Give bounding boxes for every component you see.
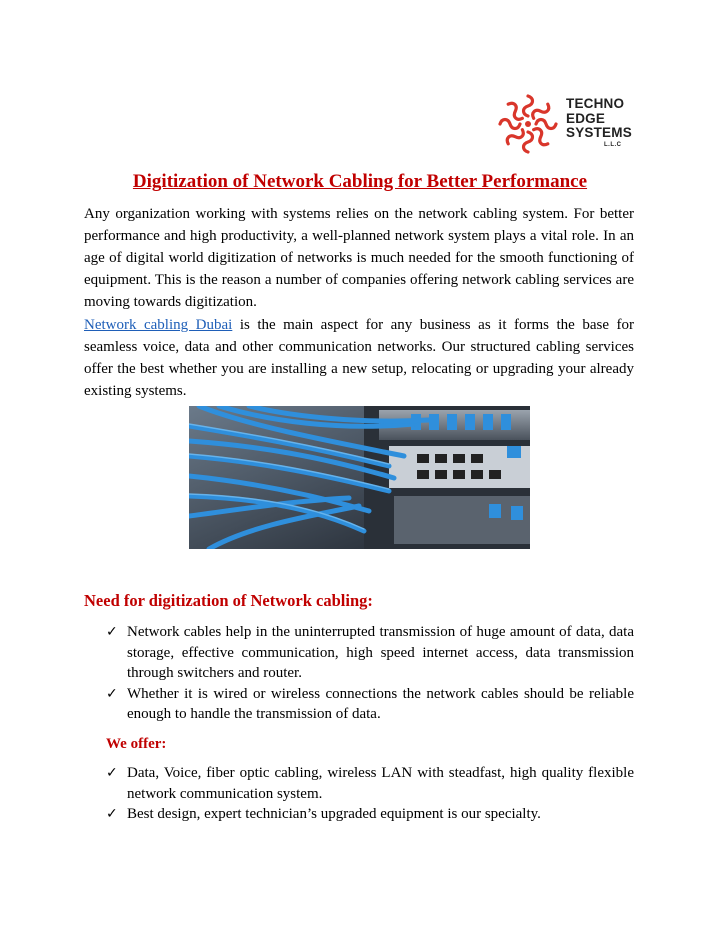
list-item: ✓ Data, Voice, fiber optic cabling, wireless LAN with steadfast, high quality flexible network communication system.: [106, 765, 634, 802]
service-paragraph-text: is the main aspect for any business as it forms the base for seamless voice, data and other communication networks. Our structured cabling services offer the best whether you are installing a new setup, relocating or upgrading your already existing systems.: [84, 317, 634, 400]
section-heading: Need for digitization of Network cabling:: [84, 591, 373, 610]
check-icon: ✓: [106, 685, 118, 702]
logo-line-2: EDGE: [566, 110, 606, 126]
logo-line-1: TECHNO: [566, 96, 625, 111]
logo-suffix: L.L.C: [604, 142, 622, 148]
check-icon: ✓: [106, 765, 118, 781]
check-icon: ✓: [106, 806, 118, 822]
logo-emblem-icon: [496, 92, 560, 156]
offer-heading: We offer:: [106, 736, 167, 752]
network-cabling-dubai-link[interactable]: Network cabling Dubai: [84, 317, 233, 333]
list-item: ✓ Network cables help in the uninterrupted transmission of huge amount of data, data storage, effective communication, high speed internet access, data transmission through switchers and router.: [106, 624, 634, 681]
list-item: ✓ Best design, expert technician’s upgraded equipment is our specialty.: [106, 804, 634, 825]
logo-wordmark: [566, 97, 632, 141]
list-item: ✓ Whether it is wired or wireless connections the network cables should be reliable enough to handle the transmission of data.: [106, 685, 634, 722]
network-cables-photo: [189, 406, 530, 549]
intro-paragraph: Any organization working with systems relies on the network cabling system. For better performance and high productivity, a well-planned network system plays a vital role. In an age of digital world digitization of networks is much needed for the smooth functioning of equipment. This is the reason a number of companies offering network cabling services are moving towards digitization.: [84, 206, 634, 311]
offer-list: [106, 763, 634, 825]
service-paragraph: [84, 314, 634, 402]
logo-line-3: SYSTEMS: [566, 125, 632, 140]
needs-list: [106, 622, 634, 725]
document-title: Digitization of Network Cabling for Better Performance: [132, 171, 588, 192]
check-icon: ✓: [106, 624, 118, 640]
company-logo: [496, 92, 636, 156]
